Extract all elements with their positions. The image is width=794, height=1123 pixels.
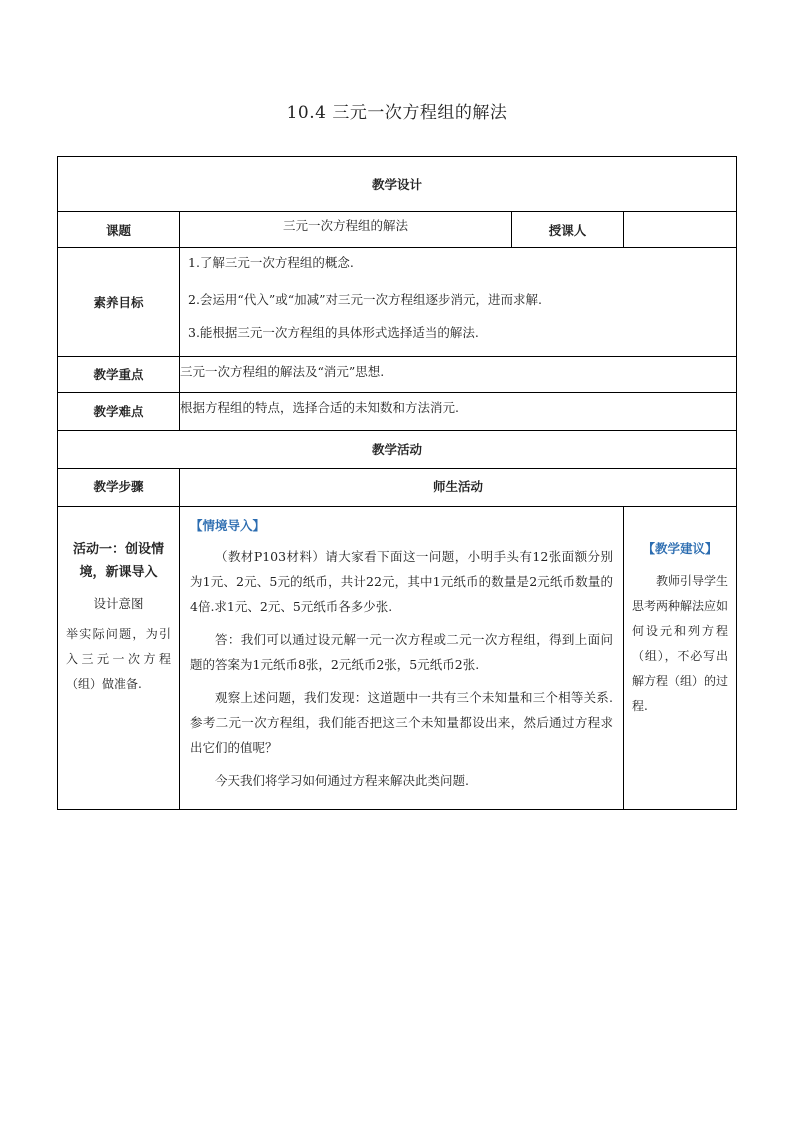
activity-paragraph: （教材P103材料）请大家看下面这一问题，小明手头有12张面额分别为1元、2元、5元的纸币，共计22元，其中1元纸币的数量是2元纸币数量的4倍.求1元、2元、5元纸币各多少张. [190,548,613,614]
teaching-suggestion-text: 教师引导学生思考两种解法应如何设元和列方程（组），不必写出解方程（组）的过程. [632,573,729,713]
design-intent-label: 设计意图 [93,595,144,611]
activity-one-title: 活动一：创设情境，新课导入 [72,541,164,580]
activities-heading: 教学活动 [58,430,737,468]
activity-paragraph: 今天我们将学习如何通过方程来解决此类问题. [215,772,469,788]
teacher-value [624,212,737,248]
situation-intro-tag: 【情境导入】 [190,517,266,533]
activity-paragraph: 观察上述问题，我们发现：这道题中一共有三个未知量和三个相等关系.参考二元一次方程组，我们能否把这三个未知量都设出来，然后通过方程求出它们的值呢？ [190,689,613,755]
activity-column-label: 师生活动 [180,468,737,506]
difficulty-label: 教学难点 [58,392,180,430]
activity-paragraph: 答：我们可以通过设元解一元一次方程或二元一次方程组，得到上面问题的答案为1元纸币8张，2元纸币2张，5元纸币2张. [190,631,613,672]
activities-heading-row [58,430,737,468]
activity-one-left-cell [58,506,180,809]
teacher-label: 授课人 [512,212,624,248]
lesson-plan-table [57,156,737,810]
teaching-suggestion-tag: 【教学建议】 [642,540,718,556]
goals-cell [180,248,737,357]
topic-row [58,212,737,248]
steps-label: 教学步骤 [58,468,180,506]
topic-label: 课题 [58,212,180,248]
activity-one-row [58,506,737,809]
teaching-suggestion-cell [624,506,737,809]
topic-value: 三元一次方程组的解法 [180,212,512,248]
table-heading-row [58,157,737,212]
goal-item: 3.能根据三元一次方程组的具体形式选择适当的解法. [188,325,479,340]
document-title: 10.4 三元一次方程组的解法 [286,103,508,123]
activity-one-content [180,506,624,809]
table-heading: 教学设计 [58,157,737,212]
steps-header-row [58,468,737,506]
key-point-label: 教学重点 [58,356,180,392]
goals-label: 素养目标 [58,248,180,357]
key-point-row [58,356,737,392]
goals-row [58,248,737,357]
difficulty-row [58,392,737,430]
goal-item: 2.会运用“代入”或“加减”对三元一次方程组逐步消元，进而求解. [188,291,542,307]
key-point-value: 三元一次方程组的解法及“消元”思想. [180,356,737,392]
difficulty-value: 根据方程组的特点，选择合适的未知数和方法消元. [180,392,737,430]
goal-item: 1.了解三元一次方程组的概念. [188,255,354,270]
design-intent-text: 举实际问题，为引入三元一次方程（组）做准备. [66,626,171,691]
